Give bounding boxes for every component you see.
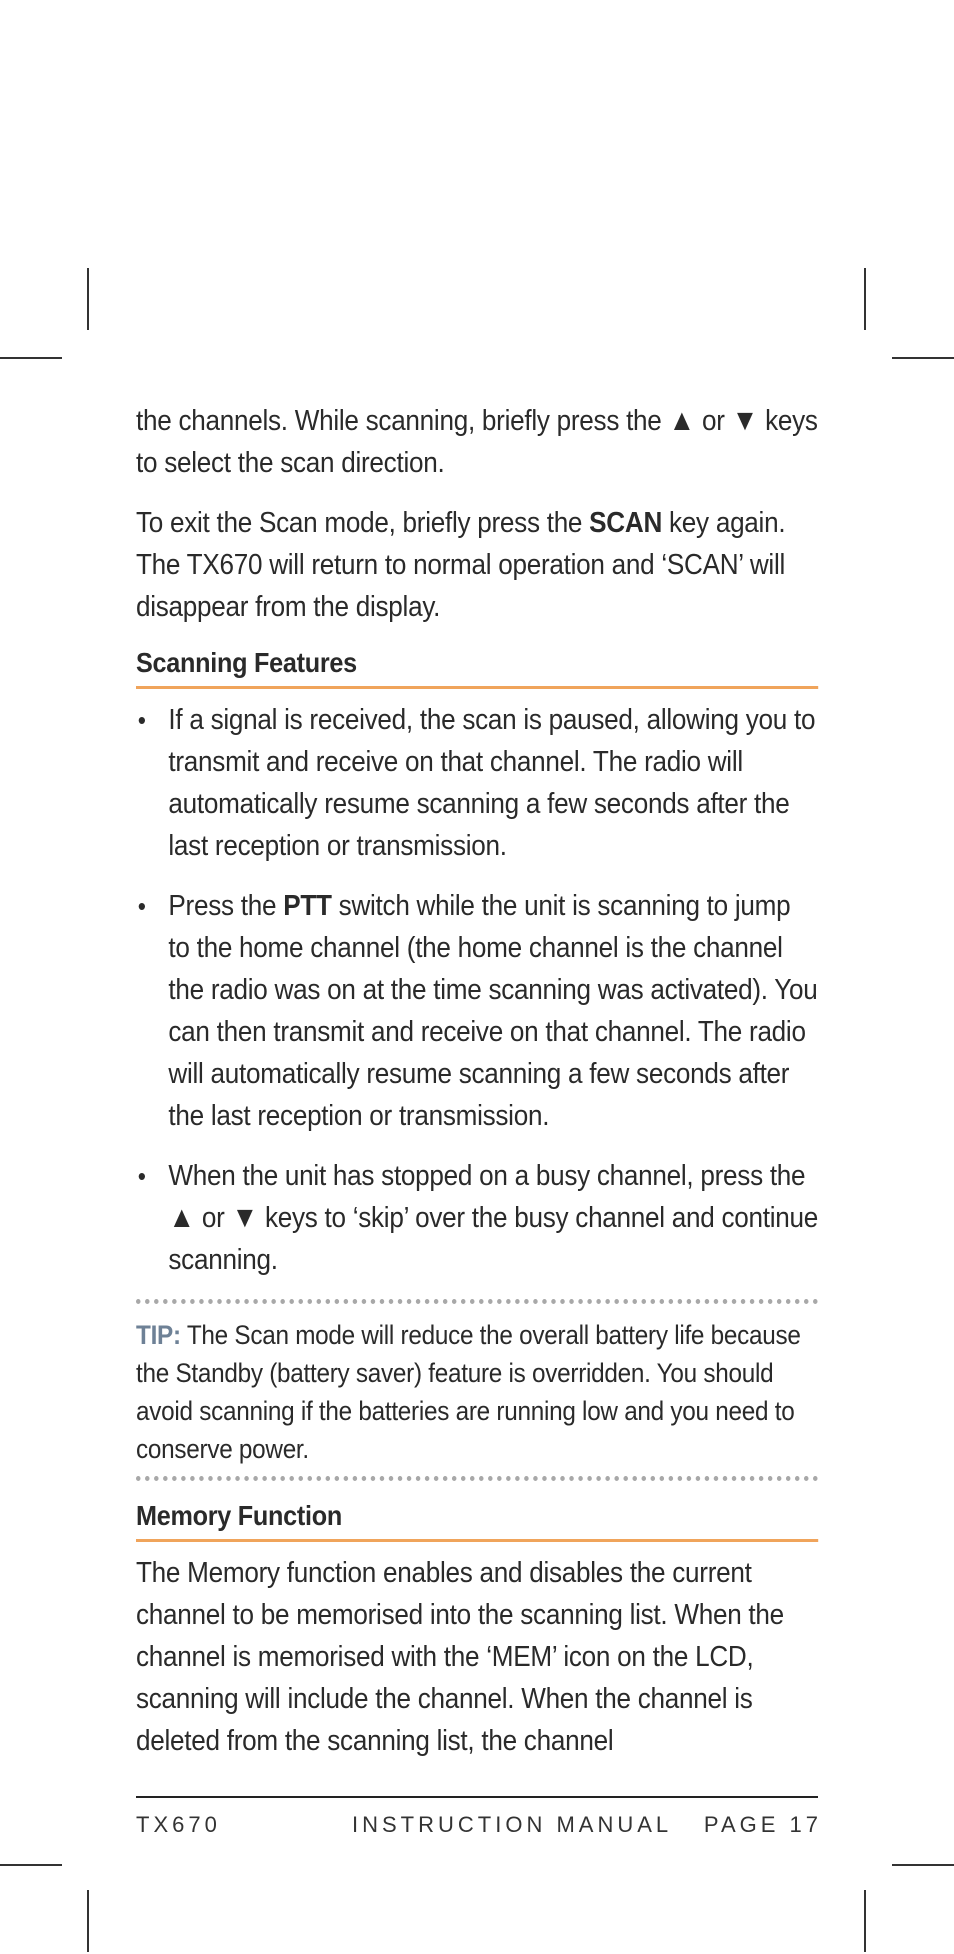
list-item: • When the unit has stopped on a busy channel, press the ▲ or ▼ keys to ‘skip’ over the busy channel and continue scanning. <box>136 1155 818 1281</box>
list-item: • If a signal is received, the scan is paused, allowing you to transmit and receive on that channel. The radio will automatically resume scanning a few seconds after the last reception or transmission. <box>136 699 818 867</box>
memory-function-paragraph: The Memory function enables and disables the current channel to be memorised into the scanning list. When the channel is memorised with the ‘MEM’ icon on the LCD, scanning will include the channel. When the channel is deleted from the scanning list, the channel <box>136 1557 784 1757</box>
page-footer <box>136 1796 822 1837</box>
intro-paragraph-2: To exit the Scan mode, briefly press the SCAN key again. The TX670 will return to normal operation and ‘SCAN’ will disappear from the display. <box>136 507 786 623</box>
bullet-icon: • <box>137 705 146 735</box>
ptt-key-label: PTT <box>283 890 332 922</box>
crop-mark <box>0 357 62 359</box>
scanning-features-list <box>136 699 818 1281</box>
section-heading-memory-function: Memory Function <box>136 1499 818 1542</box>
tip-label: TIP: <box>136 1320 181 1350</box>
tip-box <box>136 1299 818 1481</box>
bullet-icon: • <box>137 1161 146 1191</box>
scan-key-label: SCAN <box>589 507 663 539</box>
down-arrow-icon: ▼ <box>731 404 759 437</box>
footer-title: INSTRUCTION MANUAL <box>352 1812 673 1837</box>
down-arrow-icon: ▼ <box>231 1201 258 1234</box>
crop-mark <box>892 357 954 359</box>
crop-mark <box>87 1890 89 1952</box>
footer-page-number: PAGE 17 <box>703 1812 822 1837</box>
intro-paragraph-1: the channels. While scanning, briefly press the ▲ or ▼ keys to select the scan direction. <box>136 404 818 479</box>
list-item: • Press the PTT switch while the unit is scanning to jump to the home channel (the home channel is the channel the radio was on at the time scanning was activated). You can then transmit and receive on that channel. The radio will automatically resume scanning a few seconds after the last reception or transmission. <box>136 885 818 1137</box>
crop-mark <box>87 268 89 330</box>
crop-mark <box>864 1890 866 1952</box>
page-content <box>136 400 818 1780</box>
tip-text: The Scan mode will reduce the overall battery life because the Standby (battery saver) feature is overridden. You should avoid scanning if the batteries are running low and you need to conserve power. <box>136 1320 801 1464</box>
up-arrow-icon: ▲ <box>168 1201 195 1234</box>
section-heading-scanning-features: Scanning Features <box>136 646 818 689</box>
crop-mark <box>864 268 866 330</box>
bullet-icon: • <box>137 891 146 921</box>
up-arrow-icon: ▲ <box>668 404 695 437</box>
crop-mark <box>892 1864 954 1866</box>
crop-mark <box>0 1864 62 1866</box>
footer-model: TX670 <box>136 1812 221 1837</box>
